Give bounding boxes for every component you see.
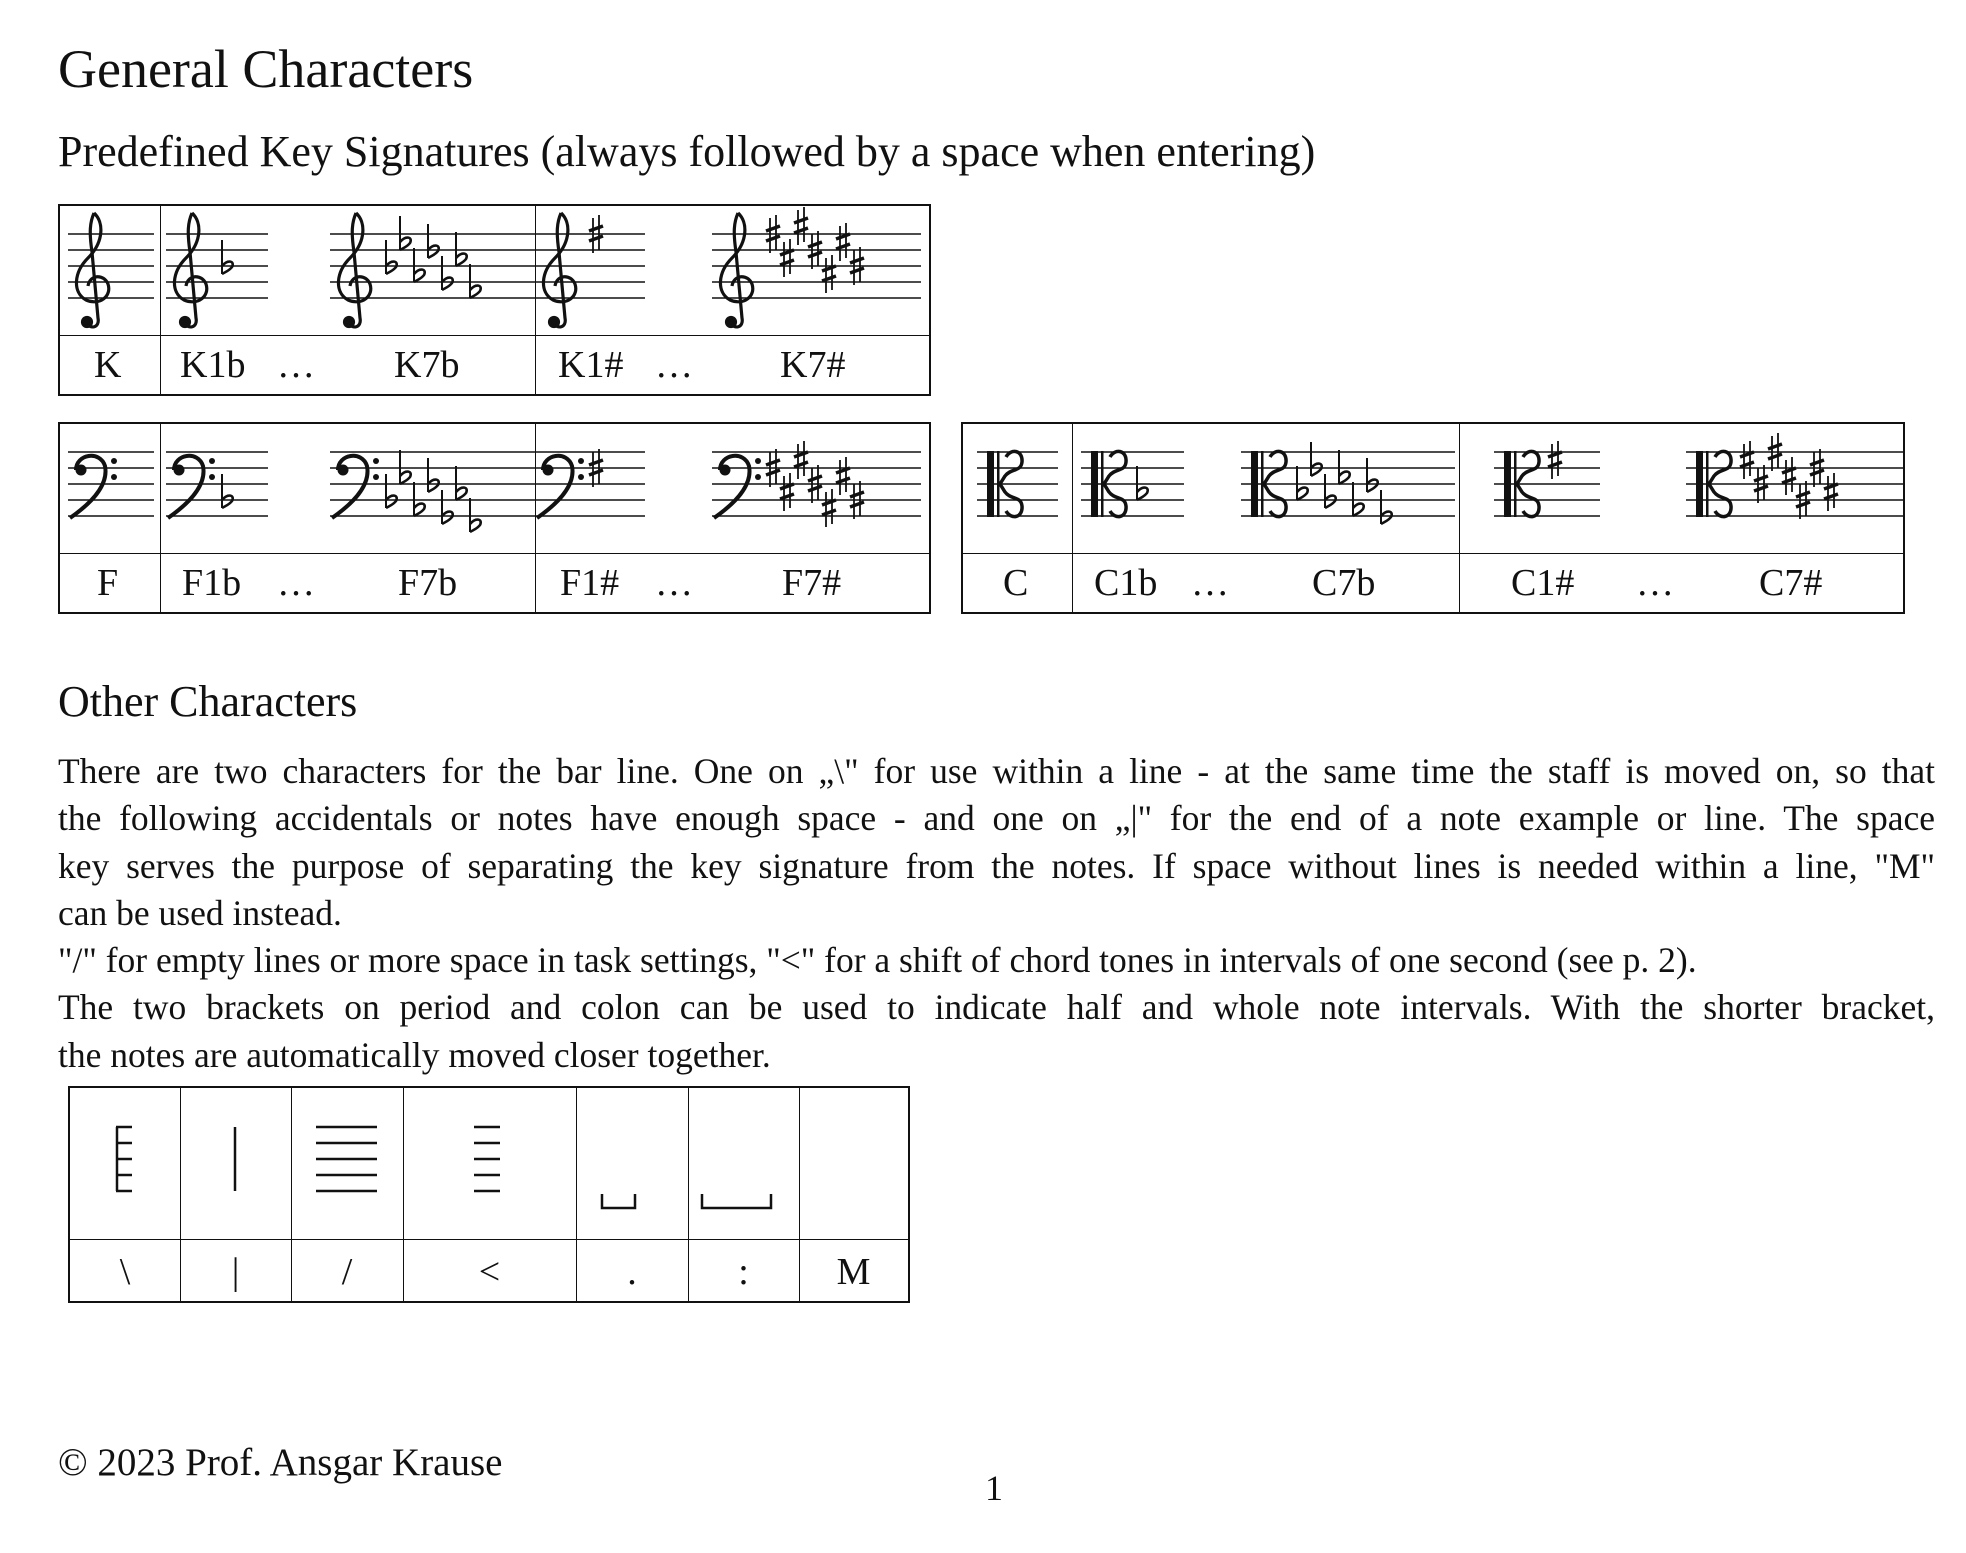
flat-icon [456, 466, 467, 500]
ellipsis: … [277, 562, 315, 604]
key-label: F7# [782, 562, 842, 604]
bass-clef-icon [70, 456, 117, 518]
flat-icon [442, 256, 453, 290]
key-label: F [97, 562, 119, 604]
treble-clef-icon [543, 213, 575, 327]
treble-clef-icon [338, 213, 370, 327]
ellipsis: … [277, 344, 315, 386]
section-heading-other-characters: Other Characters [58, 677, 358, 726]
bass-clef-icon [332, 456, 379, 518]
flat-icon [222, 474, 233, 508]
sharp-icon [780, 239, 794, 277]
treble-clef-icon [76, 213, 108, 327]
sharp-icon [780, 473, 794, 511]
bass-7-sharps-staff [712, 422, 921, 553]
text-line: the notes are automatically moved closer together. [58, 1034, 771, 1075]
sharp-icon [1782, 457, 1796, 495]
key-label: C7b [1312, 562, 1376, 604]
flat-icon [222, 240, 233, 274]
flat-icon [386, 240, 397, 274]
page-number: 1 [985, 1468, 1003, 1508]
char-period: . [627, 1251, 637, 1293]
flat-icon [414, 482, 425, 516]
key-label: C7# [1759, 562, 1823, 604]
alto-1-sharp-staff [1494, 422, 1600, 553]
treble-1-sharp-staff [535, 204, 645, 335]
key-label: K1# [558, 344, 624, 386]
flat-icon [470, 498, 481, 532]
key-label: K1b [180, 344, 246, 386]
flat-icon [400, 450, 411, 484]
treble-clef-icon [720, 213, 752, 327]
flat-icon [442, 490, 453, 524]
text-line: can be used instead. [58, 892, 342, 933]
section-heading-key-signatures: Predefined Key Signatures (always followed by a space when entering) [58, 127, 1316, 176]
key-label: K7# [780, 344, 846, 386]
alto-7-flats-staff [1241, 422, 1455, 553]
sharp-icon [1824, 473, 1838, 511]
alto-7-sharps-staff [1686, 422, 1903, 553]
sharp-icon [822, 489, 836, 527]
page-title: General Characters [58, 39, 474, 99]
ellipsis: … [655, 562, 693, 604]
treble-7-flats-staff [330, 204, 535, 335]
bass-clef-icon [168, 456, 215, 518]
flat-icon [428, 458, 439, 492]
text-line: the following accidentals or notes have enough space - and one on „|" for the end of a note example or line. The space [58, 798, 1935, 839]
key-label: K [94, 344, 122, 386]
flat-icon [1137, 466, 1148, 500]
flat-icon [456, 232, 467, 266]
key-label: F1# [560, 562, 620, 604]
bass-clef-icon [714, 456, 761, 518]
flat-icon [1353, 482, 1364, 516]
flat-icon [1297, 466, 1308, 500]
flat-icon [386, 474, 397, 508]
flat-icon [1367, 458, 1378, 492]
treble-1-flat-staff [166, 204, 268, 335]
key-label: C [1003, 562, 1029, 604]
flat-icon [400, 216, 411, 250]
sharp-icon [836, 457, 850, 495]
flat-icon [1381, 490, 1392, 524]
flat-icon [470, 264, 481, 298]
sharp-icon [836, 223, 850, 261]
sharp-icon [794, 441, 808, 479]
treble-7-sharps-staff [712, 204, 921, 335]
bass-clef-icon [537, 456, 584, 518]
char-m: M [836, 1251, 871, 1293]
char-pipe: | [231, 1251, 240, 1293]
key-label: C1# [1511, 562, 1575, 604]
char-colon: : [738, 1251, 749, 1293]
char-less-than: < [478, 1251, 501, 1293]
bass-1-sharp-staff [535, 422, 645, 553]
treble-clef-staff [68, 204, 154, 335]
bass-clef-staff [68, 422, 154, 553]
ellipsis: … [1636, 562, 1674, 604]
key-label: C1b [1094, 562, 1158, 604]
flat-icon [1311, 442, 1322, 476]
flat-icon [428, 224, 439, 258]
text-line: key serves the purpose of separating the key signature from the notes. If space without lines is needed within a line, "M" [58, 845, 1935, 886]
text-line: There are two characters for the bar line. One on „\" for use within a line - at the same time the staff is moved on, so that [58, 751, 1935, 791]
sharp-icon [822, 255, 836, 293]
flat-icon [1339, 450, 1350, 484]
char-slash: / [341, 1251, 353, 1293]
key-label: F7b [398, 562, 458, 604]
char-backslash: \ [119, 1251, 131, 1293]
sharp-icon [1740, 441, 1754, 479]
alto-clef-staff [977, 422, 1058, 553]
sharp-icon [794, 207, 808, 245]
sharp-icon [1548, 441, 1562, 479]
text-line: "/" for empty lines or more space in task settings, "<" for a shift of chord tones in intervals of one second (see p. 2). [58, 940, 1697, 981]
other-characters-table [68, 1086, 910, 1303]
text-line: The two brackets on period and colon can be used to indicate half and whole note intervals. With the shorter bracket, [58, 987, 1935, 1028]
copyright: © 2023 Prof. Ansgar Krause [58, 1441, 503, 1484]
ellipsis: … [655, 344, 693, 386]
treble-clef-icon [174, 213, 206, 327]
key-label: F1b [182, 562, 242, 604]
flat-icon [414, 248, 425, 282]
alto-1-flat-staff [1081, 422, 1184, 553]
bass-7-flats-staff [330, 422, 535, 553]
bass-1-flat-staff [166, 422, 268, 553]
ellipsis: … [1191, 562, 1229, 604]
flat-icon [1325, 474, 1336, 508]
description-text [58, 748, 1935, 1079]
key-label: K7b [394, 344, 460, 386]
